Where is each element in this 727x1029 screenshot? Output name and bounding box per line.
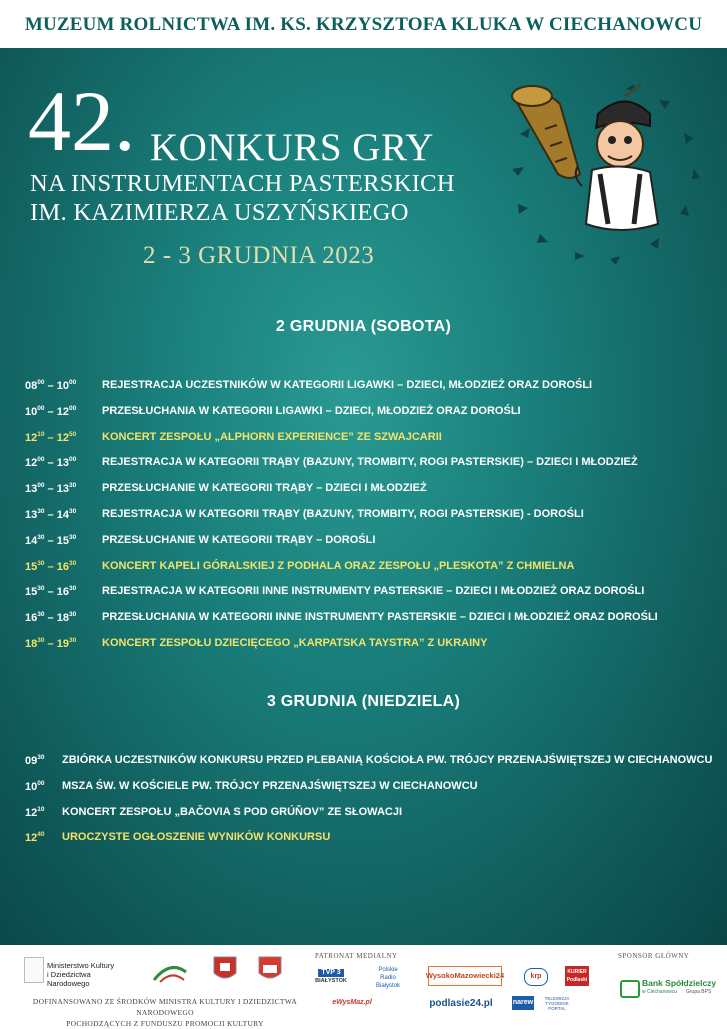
schedule-row (0, 634, 727, 654)
event-description: KONCERT ZESPOŁU „BAČOVIA S POD GRÚŇOV” ZE SŁOWACJI (62, 805, 403, 818)
schedule-row (0, 828, 727, 848)
krp-logo: krp (524, 968, 548, 986)
event-description: REJESTRACJA UCZESTNIKÓW W KATEGORII LIGAWKI – DZIECI, MŁODZIEŻ ORAZ DOROŚLI (102, 379, 593, 391)
schedule-row (0, 376, 727, 396)
event-description: PRZESŁUCHANIA W KATEGORII LIGAWKI – DZIECI, MŁODZIEŻ ORAZ DOROŚLI (102, 404, 521, 417)
event-description: UROCZYSTE OGŁOSZENIE WYNIKÓW KONKURSU (62, 831, 331, 844)
radio-logo: Polskie Radio Białystok (375, 967, 400, 989)
wysokomazowiecki-logo: WysokoMazowiecki24 (428, 966, 502, 986)
kurier-logo: KURIER Podlaski (565, 966, 589, 986)
event-description: PRZESŁUCHANIA W KATEGORII INNE INSTRUMENTY PASTERSKIE – DZIECI I MŁODZIEŻ ORAZ DOROŚLI (102, 611, 658, 624)
day1-title: 2 GRUDNIA (SOBOTA) (275, 318, 452, 335)
event-time: $09^{30}$ (25, 754, 45, 767)
edition-number: 42. (28, 73, 136, 169)
schedule-row (0, 803, 727, 823)
event-description: PRZESŁUCHANIE W KATEGORII TRĄBY – DZIECI I MŁODZIEŻ (102, 482, 427, 495)
podlasie24-logo: podlasie24.pl (429, 998, 493, 1009)
schedule-row (0, 751, 727, 771)
schedule-row (0, 505, 727, 525)
event-time: $13^{30} - 14^{30}$ (25, 508, 77, 521)
schedule-row (0, 428, 727, 448)
event-description: ZBIÓRKA UCZESTNIKÓW KONKURSU PRZED PLEBANIĄ KOŚCIOŁA PW. TRÓJCY PRZENAJŚWIĘTSZEJ W CIECHANOWCU (62, 754, 713, 766)
tvp3-logo: TVP 3 BIAŁYSTOK (315, 969, 347, 984)
contest-subtitle-2: IM. KAZIMIERZA USZYŃSKIEGO (30, 199, 409, 226)
schedule-row (0, 402, 727, 422)
bank-name: Bank Spółdzielczy (642, 978, 717, 988)
schedule-row (0, 531, 727, 551)
ministry-line2: i Dziedzictwa Narodowego (47, 970, 91, 988)
funding-line1: DOFINANSOWANO ZE ŚRODKÓW MINISTRA KULTURY I DZIEDZICTWA NARODOWEGO (32, 997, 298, 1017)
event-time: $12^{00} - 13^{00}$ (25, 456, 77, 470)
event-time: $15^{30} - 16^{30}$ (25, 559, 77, 573)
ministry-line1: Ministerstwo Kultury (47, 961, 115, 970)
event-time: $12^{10} - 12^{50}$ (25, 430, 77, 444)
ministry-logo (24, 957, 134, 988)
event-time: $15^{30} - 16^{30}$ (25, 585, 77, 599)
bank-branch: w Ciechanowcu (642, 989, 678, 995)
event-time: $13^{00} - 13^{30}$ (25, 482, 77, 496)
patronage-label: PATRONAT MEDIALNY (315, 952, 398, 960)
event-time: $08^{00} - 10^{00}$ (25, 379, 77, 392)
event-description: REJESTRACJA W KATEGORII TRĄBY (BAZUNY, TROMBITY, ROGI PASTERSKIE) - DOROŚLI (102, 508, 584, 520)
bank-icon (620, 980, 640, 998)
event-time: $18^{30} - 19^{30}$ (25, 637, 77, 650)
event-description: REJESTRACJA W KATEGORII INNE INSTRUMENTY PASTERSKIE – DZIECI I MŁODZIEŻ ORAZ DOROŚLI (102, 585, 645, 598)
city-coat-of-arms-icon (257, 955, 283, 985)
event-description: MSZA ŚW. W KOŚCIELE PW. TRÓJCY PRZENAJŚWIĘTSZEJ W CIECHANOWCU (62, 779, 478, 792)
event-time: $10^{00}$ (25, 779, 45, 793)
event-time: $12^{10}$ (25, 805, 45, 819)
event-time: $12^{40}$ (25, 831, 45, 845)
schedule-row (0, 453, 727, 473)
event-time: $16^{30} - 18^{30}$ (25, 611, 77, 625)
contest-title: KONKURS GRY (150, 126, 434, 169)
event-time: $10^{00} - 12^{00}$ (25, 404, 77, 418)
event-description: KONCERT ZESPOŁU DZIECIĘCEGO „KARPATSKA TAYSTRA” Z UKRAINY (102, 637, 488, 649)
ewysmaz-logo: eWysMaz.pl (332, 999, 372, 1006)
header-bar (0, 0, 727, 48)
funding-line2: POCHODZĄCYCH Z FUNDUSZU PROMOCJI KULTURY (66, 1019, 264, 1028)
schedule-row (0, 582, 727, 602)
event-time: $14^{30} - 15^{30}$ (25, 533, 77, 547)
shepherd-playing-horn-icon (500, 74, 712, 270)
schedule-row (0, 479, 727, 499)
event-description: KONCERT KAPELI GÓRALSKIEJ Z PODHALA ORAZ ZESPOŁU „PLESKOTA” Z CHMIELNA (102, 559, 575, 572)
contest-date: 2 - 3 GRUDNIA 2023 (143, 242, 375, 269)
museum-name: MUZEUM ROLNICTWA IM. KS. KRZYSZTOFA KLUKA W CIECHANOWCU (24, 14, 703, 35)
sponsor-label: SPONSOR GŁÓWNY (618, 952, 690, 960)
narew-sub: TELEWIZJA TYGODNIK PORTAL (544, 995, 570, 1011)
event-description: KONCERT ZESPOŁU „ALPHORN EXPERIENCE” ZE SZWAJCARII (102, 430, 442, 443)
narew-logo: narew (512, 996, 534, 1010)
bison-logo-icon (150, 958, 190, 984)
day2-title: 3 GRUDNIA (NIEDZIELA) (266, 693, 461, 710)
schedule-row (0, 557, 727, 577)
coat-of-arms-icon (212, 955, 238, 985)
bank-logo (620, 978, 720, 1000)
contest-subtitle-1: NA INSTRUMENTACH PASTERSKICH (30, 170, 455, 197)
schedule-row (0, 608, 727, 628)
event-description: PRZESŁUCHANIE W KATEGORII TRĄBY – DOROŚLI (102, 533, 376, 546)
event-description: REJESTRACJA W KATEGORII TRĄBY (BAZUNY, TROMBITY, ROGI PASTERSKIE) – DZIECI I MŁODZIEŻ (102, 456, 638, 469)
eagle-icon (24, 957, 44, 983)
schedule-row (0, 777, 727, 797)
bank-group: Grupa BPS (686, 989, 712, 995)
